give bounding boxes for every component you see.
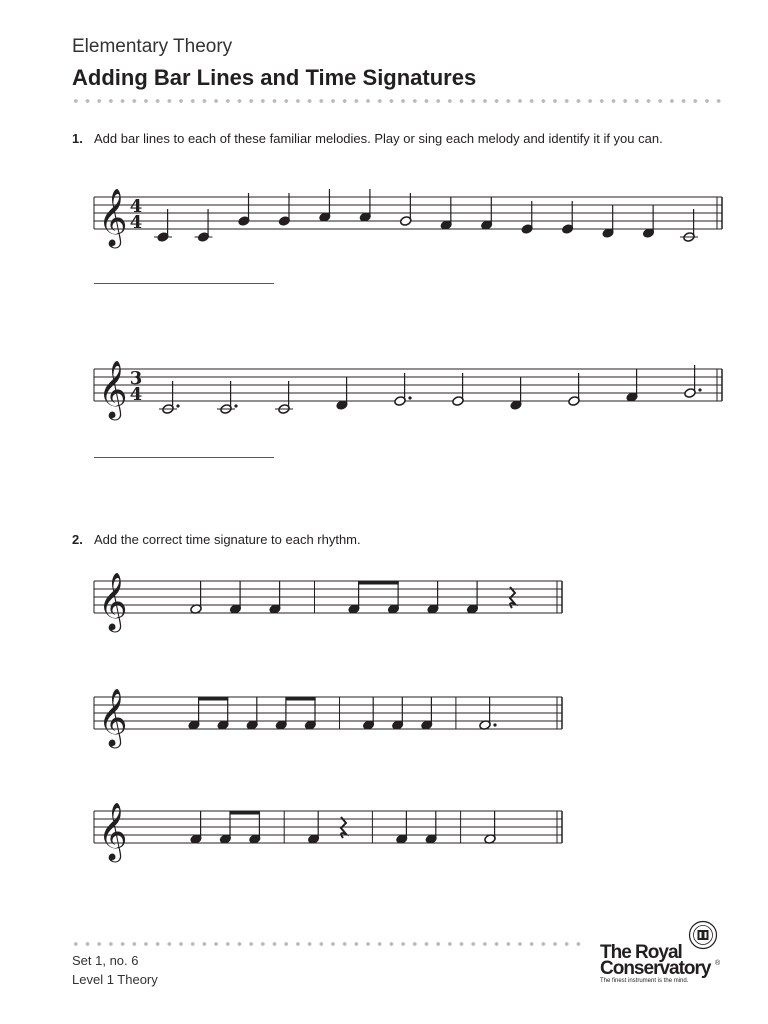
- logo-line-2: Conservatory: [600, 958, 711, 979]
- logo-tagline: The finest instrument is the mind.: [600, 978, 689, 984]
- rcm-logo: [598, 918, 728, 990]
- page-title: Adding Bar Lines and Time Signatures: [72, 65, 477, 90]
- footer-dotted-divider: [70, 941, 585, 947]
- question-2-number: 2.: [72, 532, 83, 547]
- eighth-beam: [230, 811, 260, 815]
- time-signature-top: 4: [129, 196, 143, 217]
- treble-clef-icon: 𝄞: [98, 360, 128, 418]
- treble-clef-icon: 𝄞: [98, 802, 128, 860]
- registered-mark: ®: [715, 960, 721, 967]
- question-1-text: Add bar lines to each of these familiar melodies. Play or sing each melody and identify it if you can.: [94, 131, 663, 146]
- treble-clef-icon: 𝄞: [98, 572, 128, 630]
- section-subtitle: Elementary Theory: [72, 36, 233, 57]
- question-1-number: 1.: [72, 131, 83, 146]
- time-signature-top: 3: [129, 368, 143, 389]
- footer-set: Set 1, no. 6: [72, 953, 139, 968]
- time-signature-bottom: 4: [129, 212, 143, 233]
- treble-clef-icon: 𝄞: [98, 188, 128, 246]
- crest-icon: [688, 920, 718, 950]
- logo-line-1: The Royal: [600, 942, 682, 963]
- time-signature-bottom: 4: [129, 384, 143, 405]
- treble-clef-icon: 𝄞: [98, 688, 128, 746]
- footer-level: Level 1 Theory: [72, 972, 158, 987]
- question-2-text: Add the correct time signature to each rhythm.: [94, 532, 361, 547]
